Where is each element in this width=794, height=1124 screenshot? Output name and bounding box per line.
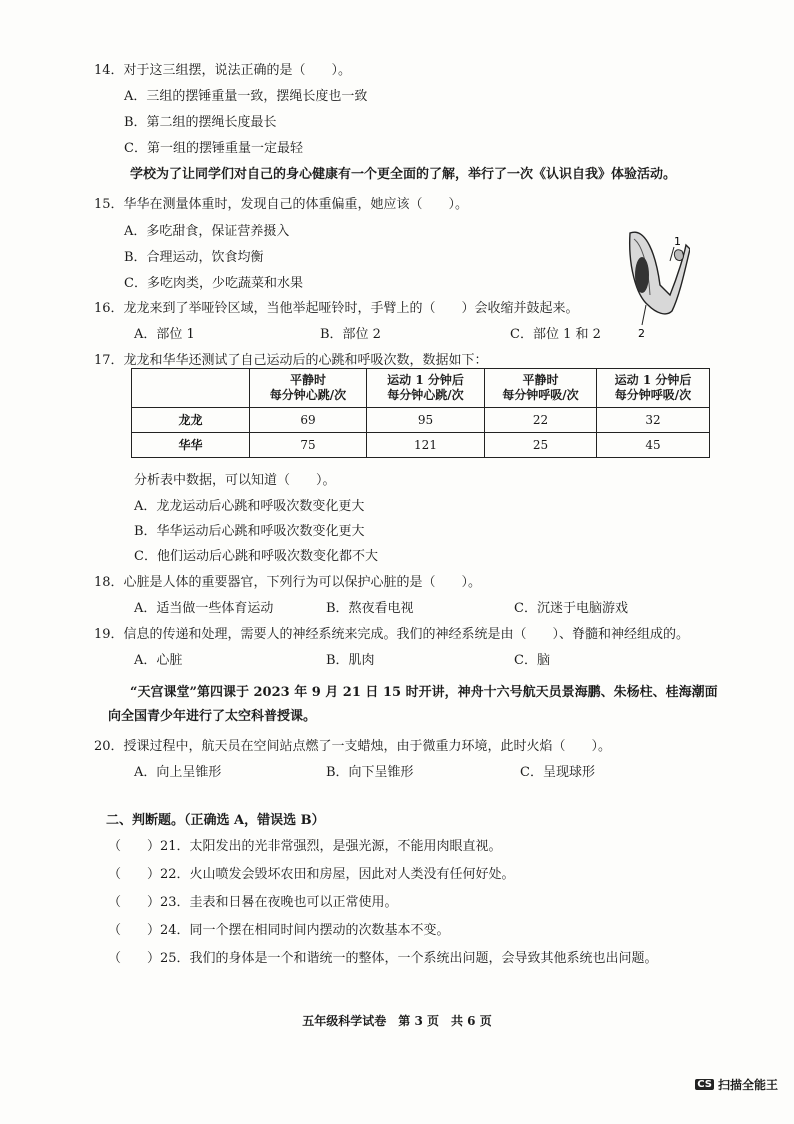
table-cell: 45: [597, 433, 710, 458]
table-row: [132, 408, 710, 433]
answer-bracket[interactable]: （ ）: [108, 895, 161, 910]
pointer-1-icon: [670, 247, 674, 261]
table-header-cell: 运动 1 分钟后 每分钟心跳/次: [367, 369, 485, 408]
judge-item-22: [108, 866, 515, 884]
q15-option-c: C．多吃肉类，少吃蔬菜和水果: [124, 276, 303, 291]
table-header-cell: 平静时 每分钟呼吸/次: [485, 369, 597, 408]
judge-text: 25．我们的身体是一个和谐统一的整体，一个系统出问题，会导致其他系统也出问题。: [160, 951, 658, 966]
table-header-cell: 平静时 每分钟心跳/次: [250, 369, 367, 408]
table-header-cell: [132, 369, 250, 408]
q15-option-b: B．合理运动，饮食均衡: [124, 250, 264, 265]
q14-option-a: A．三组的摆锤重量一致，摆绳长度也一致: [124, 89, 368, 104]
q16-option-b: B．部位 2: [320, 327, 381, 342]
table-cell: 75: [250, 433, 367, 458]
judge-item-21: [108, 838, 502, 856]
q19-stem: 19．信息的传递和处理，需要人的神经系统来完成。我们的神经系统是由（ ）、脊髓和神经组成的。: [94, 627, 690, 642]
table-header-cell: 运动 1 分钟后 每分钟呼吸/次: [597, 369, 710, 408]
q20-option-a: A．向上呈锥形: [134, 765, 222, 780]
scanner-watermark: [695, 1076, 788, 1093]
table-cell: 22: [485, 408, 597, 433]
arm-muscle-figure: [626, 225, 690, 345]
q18-option-a: A．适当做一些体育运动: [134, 601, 274, 616]
q17-analysis: 分析表中数据，可以知道（ ）。: [134, 473, 336, 488]
q16-stem: 16．龙龙来到了举哑铃区域，当他举起哑铃时，手臂上的（ ）会收缩并鼓起来。: [94, 301, 579, 316]
answer-bracket[interactable]: （ ）: [108, 867, 161, 882]
table-cell: 95: [367, 408, 485, 433]
q14-option-b: B．第二组的摆绳长度最长: [124, 115, 277, 130]
table-cell: 25: [485, 433, 597, 458]
scanner-text: 扫描全能王: [718, 1078, 779, 1092]
section2-title: 二、判断题。（正确选 A，错误选 B）: [106, 813, 325, 828]
q18-stem: 18．心脏是人体的重要器官，下列行为可以保护心脏的是（ ）。: [94, 575, 482, 590]
scanner-badge: CS: [697, 1079, 712, 1090]
q19-option-a: A．心脏: [134, 653, 183, 668]
q20-stem: 20．授课过程中，航天员在空间站点燃了一支蜡烛，由于微重力环境，此时火焰（ ）。: [94, 739, 612, 754]
arm-illustration: [626, 225, 690, 345]
table-cell: 121: [367, 433, 485, 458]
q17-option-c: C．他们运动后心跳和呼吸次数变化都不大: [134, 549, 378, 564]
q14-option-c: C．第一组的摆锤重量一定最轻: [124, 141, 303, 156]
page-footer: 五年级科学试卷 第 3 页 共 6 页: [302, 1014, 492, 1028]
judge-item-25: [108, 950, 658, 968]
answer-bracket[interactable]: （ ）: [108, 951, 161, 966]
q19-option-c: C．脑: [514, 653, 550, 668]
answer-bracket[interactable]: （ ）: [108, 839, 161, 854]
table-cell: 龙龙: [132, 408, 250, 433]
judge-text: 21．太阳发出的光非常强烈，是强光源，不能用肉眼直视。: [160, 839, 502, 854]
q16-option-a: A．部位 1: [134, 327, 195, 342]
q20-option-b: B．向下呈锥形: [326, 765, 414, 780]
q15-stem: 15．华华在测量体重时，发现自己的体重偏重，她应该（ ）。: [94, 197, 469, 212]
judge-text: 22．火山喷发会毁坏农田和房屋，因此对人类没有任何好处。: [160, 867, 515, 882]
q17-option-a: A．龙龙运动后心跳和呼吸次数变化更大: [134, 499, 365, 514]
judge-text: 24．同一个摆在相同时间内摆动的次数基本不变。: [160, 923, 450, 938]
judge-item-23: [108, 894, 398, 912]
table-cell: 华华: [132, 433, 250, 458]
judge-item-24: [108, 922, 450, 940]
q19-option-b: B．肌肉: [326, 653, 375, 668]
part-1-label: 1: [674, 235, 681, 248]
q18-option-c: C．沉迷于电脑游戏: [514, 601, 628, 616]
answer-bracket[interactable]: （ ）: [108, 923, 161, 938]
table-cell: 32: [597, 408, 710, 433]
q20-option-c: C．呈现球形: [520, 765, 595, 780]
intro-self-awareness: 学校为了让同学们对自己的身心健康有一个更全面的了解，举行了一次《认识自我》体验活动。: [130, 167, 677, 182]
q18-option-b: B．熬夜看电视: [326, 601, 414, 616]
table-cell: 69: [250, 408, 367, 433]
judge-text: 23．圭表和日晷在夜晚也可以正常使用。: [160, 895, 398, 910]
table-header-row: [132, 369, 710, 408]
table-row: [132, 433, 710, 458]
q17-option-b: B．华华运动后心跳和呼吸次数变化更大: [134, 524, 365, 539]
pointer-2-icon: [642, 305, 646, 325]
q17-stem: 17．龙龙和华华还测试了自己运动后的心跳和呼吸次数，数据如下：: [94, 353, 488, 368]
part-2-label: 2: [638, 327, 645, 340]
intro-tiangong-line2: 向全国青少年进行了太空科普授课。: [108, 709, 317, 724]
q15-option-a: A．多吃甜食，保证营养摄入: [124, 224, 290, 239]
q16-option-c: C．部位 1 和 2: [510, 327, 601, 342]
q14-stem: 14．对于这三组摆，说法正确的是（ ）。: [94, 63, 352, 78]
heart-breath-table: [131, 368, 710, 458]
intro-tiangong-line1: “天宫课堂”第四课于 2023 年 9 月 21 日 15 时开讲，神舟十六号航天员景海鹏、朱杨柱、桂海潮面: [130, 685, 718, 700]
